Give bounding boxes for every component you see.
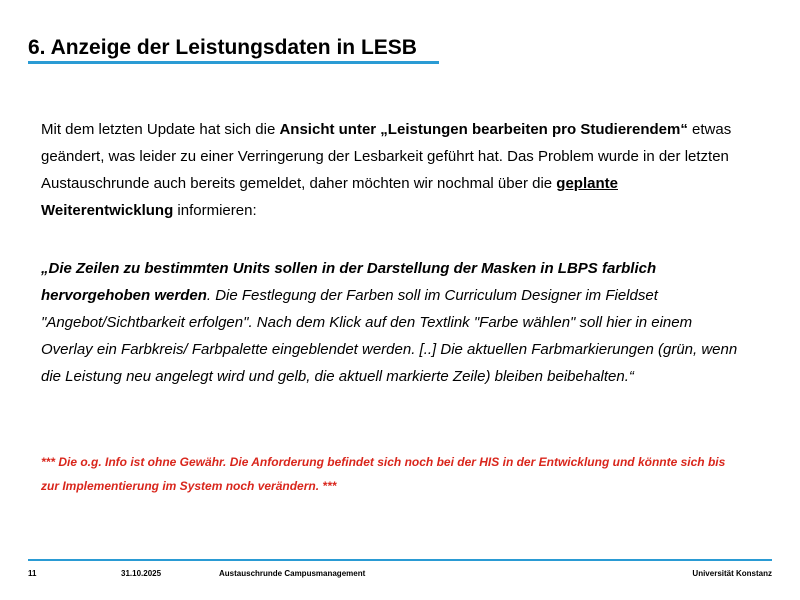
footer-page-number: 11 <box>28 569 37 578</box>
intro-development-word: Weiterentwicklung <box>41 202 174 219</box>
quote-bold-part: „Die Zeilen zu bestimmten Units sollen in der Darstellung der Masken in LBPS farblich hervorgehoben werden <box>41 260 657 304</box>
footer-event-name: Austauschrunde Campusmanagement <box>219 569 366 578</box>
intro-text-start: Mit dem letzten Update hat sich die <box>41 121 280 138</box>
title-underline <box>28 61 439 64</box>
intro-text-end: informieren: <box>173 202 257 219</box>
footer-date: 31.10.2025 <box>121 569 162 578</box>
disclaimer-notice: *** Die o.g. Info ist ohne Gewähr. Die Anforderung befindet sich noch bei der HIS in der Entwicklung und könnte sich bis zur Implementierung im System noch verändern. *** <box>41 455 726 493</box>
intro-text-middle: etwas geändert, was leider zu einer Verringerung der Lesbarkeit geführt hat. Das Problem wurde in der letzten Austauschrunde auch bereits gemeldet, daher möchten wir nochmal über die <box>41 121 732 192</box>
intro-view-name: Ansicht unter „Leistungen bearbeiten pro Studierendem“ <box>279 121 688 138</box>
intro-planned-word: geplante <box>556 175 618 192</box>
slide-title: 6. Anzeige der Leistungsdaten in LESB <box>28 36 417 59</box>
intro-paragraph <box>41 116 741 224</box>
quote-rest: . Die Festlegung der Farben soll im Curriculum Designer im Fieldset "Angebot/Sichtbarkeit erfolgen". Nach dem Klick auf den Textlink "Farbe wählen" soll hier in einem Overlay ein Farbkreis/ Farbpalette eingeblendet werden. [..] Die aktuellen Farbmarkierungen (grün, wenn die Leistung neu angelegt wird und gelb, die aktuell markierte Zeile) bleiben beibehalten.“ <box>41 287 738 385</box>
footer-organization: Universität Konstanz <box>692 569 772 578</box>
requirement-quote <box>41 255 741 390</box>
footer-divider <box>28 559 772 561</box>
